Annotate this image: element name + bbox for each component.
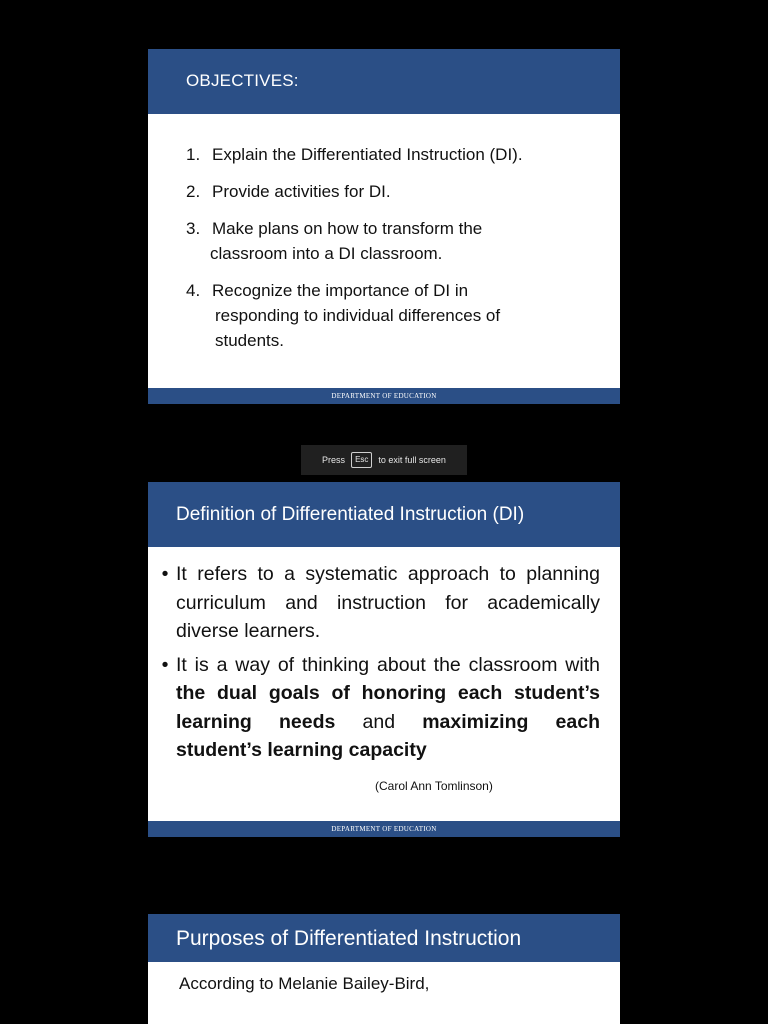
- definition-body: [154, 560, 600, 770]
- item-line: Provide activities for DI.: [212, 182, 391, 201]
- list-item: [186, 216, 606, 266]
- slide-objectives: [148, 49, 620, 404]
- item-line: Make plans on how to transform the: [212, 219, 483, 238]
- notice-text-after: to exit full screen: [378, 455, 446, 465]
- list-item: [186, 278, 606, 353]
- bullet-text-emphasis: maximizing each student’s learning capacity: [176, 710, 600, 761]
- item-text: [210, 216, 606, 266]
- bullet-text: [176, 651, 600, 765]
- slide-header: [148, 914, 620, 962]
- slide-header: [148, 482, 620, 547]
- bullet-text-part: It is a way of thinking about the classroom with: [176, 653, 600, 676]
- item-number: 1.: [186, 145, 201, 164]
- slide-title: Purposes of Differentiated Instruction: [176, 927, 522, 950]
- objectives-list: [186, 142, 606, 365]
- item-number: 4.: [186, 281, 201, 300]
- item-number: 3.: [186, 219, 201, 238]
- slide-purposes: [148, 914, 620, 1024]
- notice-text-before: Press: [322, 455, 346, 465]
- purposes-intro: According to Melanie Bailey-Bird,: [179, 974, 430, 993]
- slide-footer: DEPARTMENT OF EDUCATION: [148, 388, 620, 404]
- bullet-text-part: and: [335, 710, 423, 733]
- list-item: [186, 179, 606, 204]
- item-line: students.: [215, 331, 284, 350]
- bullet-item: [154, 560, 600, 646]
- citation: (Carol Ann Tomlinson): [375, 779, 493, 793]
- item-text: [212, 179, 606, 204]
- bullet-dot: •: [161, 563, 169, 585]
- esc-key-badge: Esc: [351, 452, 372, 468]
- bullet-text: It refers to a systematic approach to planning curriculum and instruction for academically diverse learners.: [176, 563, 600, 642]
- bullet-item: [154, 651, 600, 765]
- bullet-text-emphasis: the dual goals of honoring each student’s learning needs: [176, 682, 600, 733]
- item-number: 2.: [186, 182, 201, 201]
- item-line: Explain the Differentiated Instruction (DI).: [212, 145, 523, 164]
- item-line: responding to individual differences of: [215, 306, 501, 325]
- bullet-dot: •: [161, 653, 169, 676]
- item-line: classroom into a DI classroom.: [210, 244, 443, 263]
- fullscreen-exit-notice: [301, 445, 467, 475]
- item-text: [212, 278, 606, 353]
- item-line: Recognize the importance of DI in: [212, 281, 469, 300]
- list-item: [186, 142, 606, 167]
- slide-header: [148, 49, 620, 114]
- item-text: [212, 142, 606, 167]
- slide-title: Definition of Differentiated Instruction (DI): [176, 504, 525, 525]
- slide-title: OBJECTIVES:: [186, 71, 299, 90]
- slide-definition: [148, 482, 620, 837]
- slide-footer: DEPARTMENT OF EDUCATION: [148, 821, 620, 837]
